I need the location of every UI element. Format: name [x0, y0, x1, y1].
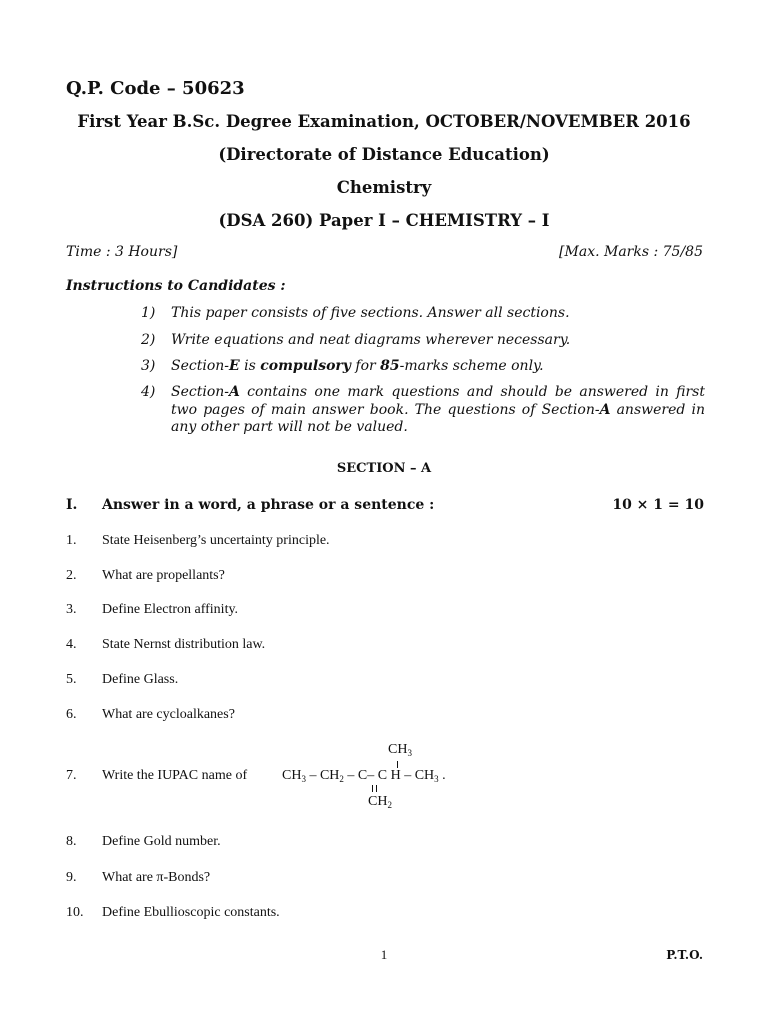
question-text: Define Glass.: [102, 672, 179, 687]
question-number: 8.: [66, 834, 77, 849]
instruction-text: Section-E is compulsory for 85-marks scheme only.: [171, 358, 544, 374]
paper-title: (DSA 260) Paper I – CHEMISTRY – I: [218, 211, 550, 230]
group-number: I.: [66, 497, 78, 513]
double-bond-line: [376, 785, 377, 792]
instruction-text: Write equations and neat diagrams wherever necessary.: [171, 332, 571, 348]
methyl-branch: $CH_3$: [388, 742, 412, 758]
page-number: 1: [380, 947, 388, 962]
question-number: 3.: [66, 602, 77, 617]
main-chain: $CH_3 - CH_2 - C-$ C H – $CH_3$ .: [282, 768, 446, 784]
instruction-number: 4): [141, 384, 156, 400]
question-text: What are cycloalkanes?: [102, 707, 235, 722]
question-number: 6.: [66, 707, 77, 722]
pto-label: P.T.O.: [666, 948, 703, 962]
question-text: Define Gold number.: [102, 834, 221, 849]
instruction-text: Section-A contains one mark questions and should be answered in first two pages of main answer book. The questions of Section-A answered in any other part will not be valued.: [171, 384, 705, 435]
directorate: (Directorate of Distance Education): [218, 145, 550, 164]
section-title: SECTION – A: [336, 461, 432, 476]
subject: Chemistry: [336, 178, 432, 197]
exam-title: First Year B.Sc. Degree Examination, OCTOBER/NOVEMBER 2016: [77, 112, 691, 131]
double-bond-line: [372, 785, 373, 792]
instruction-number: 3): [141, 358, 156, 374]
question-number: 9.: [66, 870, 77, 885]
question-number: 1.: [66, 533, 77, 548]
question-text: Define Ebullioscopic constants.: [102, 905, 280, 920]
question-text: What are propellants?: [102, 568, 225, 583]
question-text: State Nernst distribution law.: [102, 637, 266, 652]
question-number: 4.: [66, 637, 77, 652]
group-instruction: Answer in a word, a phrase or a sentence :: [102, 497, 435, 513]
max-marks-label: [Max. Marks : 75/85: [559, 244, 703, 260]
question-text: State Heisenberg’s uncertainty principle.: [102, 533, 330, 548]
instruction-text: This paper consists of five sections. Answer all sections.: [171, 305, 570, 321]
question-number: 10.: [66, 905, 84, 920]
methylene-group: $CH_2$: [368, 794, 392, 810]
instructions-heading: Instructions to Candidates :: [66, 278, 286, 294]
instruction-number: 1): [141, 305, 156, 321]
qp-code: Q.P. Code – 50623: [66, 78, 245, 99]
question-number: 2.: [66, 568, 77, 583]
question-text: Write the IUPAC name of: [102, 768, 248, 783]
time-label: Time : 3 Hours]: [66, 244, 178, 260]
group-marks: 10 × 1 = 10: [612, 497, 704, 513]
question-number: 5.: [66, 672, 77, 687]
single-bond-line: [397, 761, 398, 768]
question-text: What are π-Bonds?: [102, 870, 211, 885]
question-text: Define Electron affinity.: [102, 602, 239, 617]
question-number: 7.: [66, 768, 77, 783]
instruction-number: 2): [141, 332, 156, 348]
